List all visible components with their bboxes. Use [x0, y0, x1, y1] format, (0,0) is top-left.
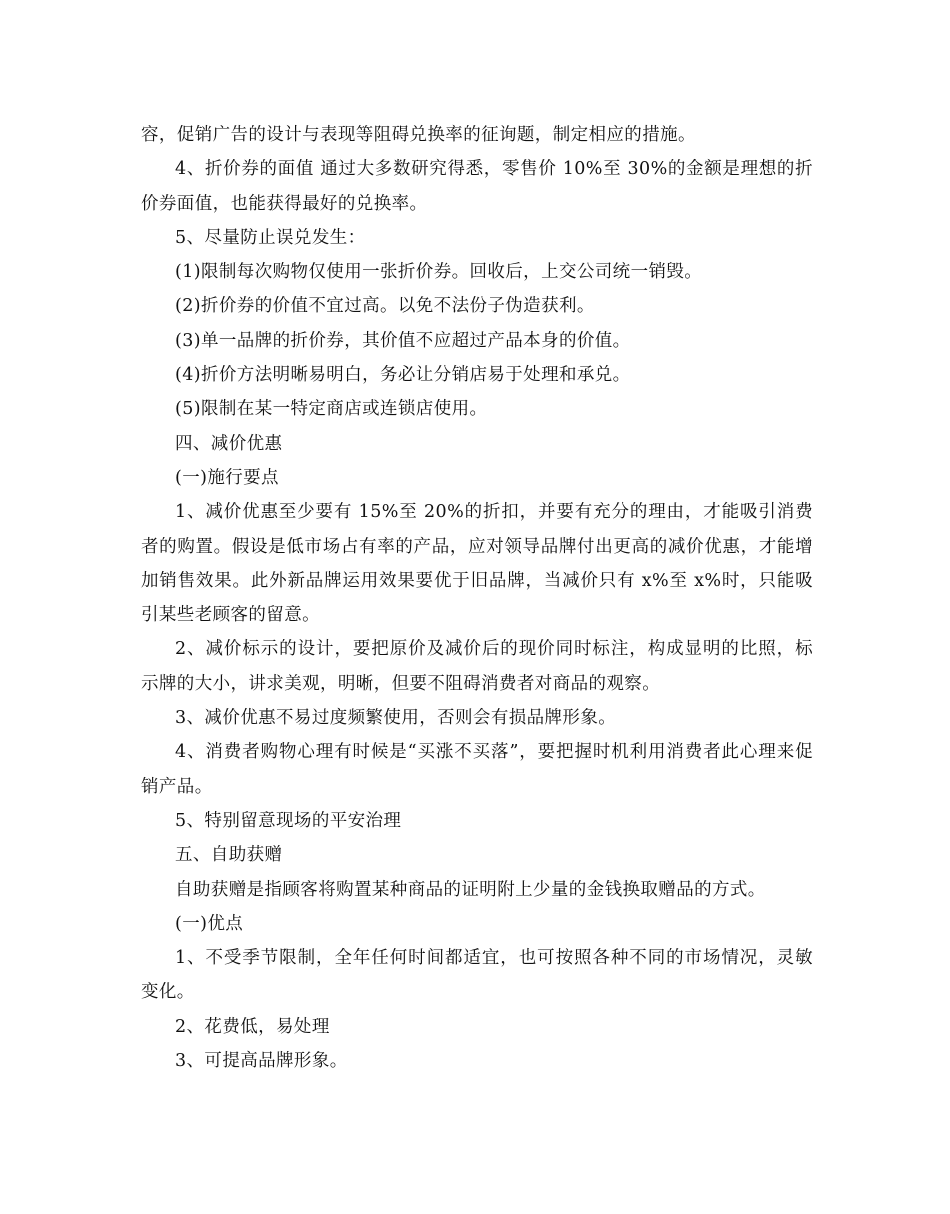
paragraph-discount-point-2: 2、减价标示的设计，要把原价及减价后的现价同时标注，构成显明的比照，标示牌的大小，讲求美观，明晰，但要不阻碍消费者对商品的观察。 — [141, 639, 813, 694]
section-heading-self-redemption: 五、自助获赠 — [175, 845, 283, 866]
paragraph-advantage-3: 3、可提高品牌形象。 — [175, 1051, 348, 1072]
document-body — [141, 118, 813, 1078]
paragraph-coupon-face-value: 4、折价券的面值 通过大多数研究得悉，零售价 10%至 30%的金额是理想的折价券面值，也能获得最好的兑换率。 — [141, 159, 813, 214]
subsection-heading-key-points: (一)施行要点 — [175, 467, 279, 488]
paragraph-prevent-misredemption: 5、尽量防止误兑发生： — [175, 227, 366, 248]
paragraph-advantage-2: 2、花费低，易处理 — [175, 1016, 330, 1037]
paragraph-discount-point-4: 4、消费者购物心理有时候是“买涨不买落”，要把握时机利用消费者此心理来促销产品。 — [141, 742, 813, 797]
paragraph-advantage-1: 1、不受季节限制，全年任何时间都适宜，也可按照各种不同的市场情况，灵敏变化。 — [141, 948, 813, 1003]
list-item-1: (1)限制每次购物仅使用一张折价券。回收后，上交公司统一销毁。 — [175, 262, 703, 283]
list-item-4: (4)折价方法明晰易明白，务必让分销店易于处理和承兑。 — [175, 365, 631, 386]
list-item-2: (2)折价券的价值不宜过高。以免不法份子伪造获利。 — [175, 296, 595, 317]
list-item-5: (5)限制在某一特定商店或连锁店使用。 — [175, 399, 488, 420]
paragraph-continuation: 容，促销广告的设计与表现等阻碍兑换率的征询题，制定相应的措施。 — [141, 125, 696, 145]
paragraph-discount-point-1: 1、减价优惠至少要有 15%至 20%的折扣，并要有充分的理由，才能吸引消费者的购置。假设是低市场占有率的产品，应对领导品牌付出更高的减价优惠，才能增加销售效果。此外新品牌运用效果要优于旧品牌，当减价只有 x%至 x%时，只能吸引某些老顾客的留意。 — [141, 502, 813, 626]
section-heading-price-discount: 四、减价优惠 — [175, 433, 283, 454]
paragraph-discount-point-5: 5、特别留意现场的平安治理 — [175, 810, 402, 831]
paragraph-discount-point-3: 3、减价优惠不易过度频繁使用，否则会有损品牌形象。 — [175, 708, 617, 729]
subsection-heading-advantages: (一)优点 — [175, 913, 244, 934]
list-item-3: (3)单一品牌的折价券，其价值不应超过产品本身的价值。 — [175, 330, 631, 351]
paragraph-self-redemption-definition: 自助获赠是指顾客将购置某种商品的证明附上少量的金钱换取赠品的方式。 — [175, 879, 766, 900]
